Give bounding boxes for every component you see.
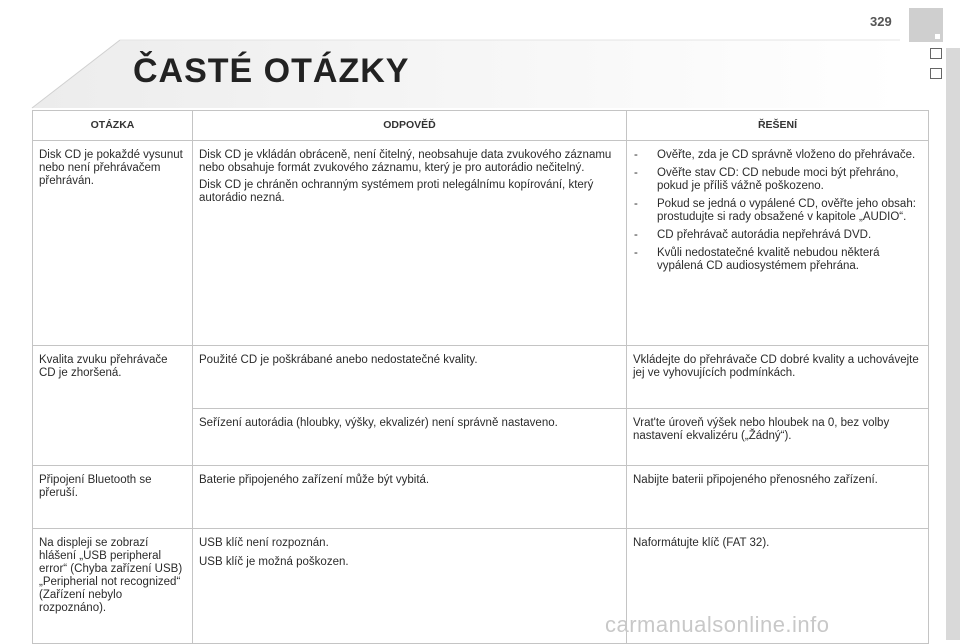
solution-item: - CD přehrávač autorádia nepřehrává DVD.	[633, 229, 922, 242]
solution-list	[633, 149, 922, 273]
answer-cell	[193, 409, 627, 466]
faq-table	[32, 110, 929, 644]
solution-cell: Vrat'te úroveň výšek nebo hloubek na 0, bez volby nastavení ekvalizéru („Žádný“).	[627, 409, 929, 466]
question-cell: Disk CD je pokaždé vysunut nebo není přehrávačem přehráván.	[33, 141, 193, 346]
solution-item: - Ověřte stav CD: CD nebude moci být přehráno, pokud je příliš vážně poškozeno.	[633, 167, 922, 193]
answer-text: USB klíč není rozpoznán.	[199, 537, 329, 549]
header-solution: ŘEŠENÍ	[627, 111, 929, 141]
answer-cell	[193, 141, 627, 346]
answer-cell	[193, 466, 627, 529]
table-row	[33, 466, 929, 529]
solution-item: - Ověřte, zda je CD správně vloženo do přehrávače.	[633, 149, 922, 162]
answer-text: Disk CD je chráněn ochranným systémem proti nelegálnímu kopírování, který autorádio nezná.	[199, 179, 594, 204]
solution-item: - Kvůli nedostatečné kvalitě nebudou některá vypálená CD audiosystémem přehrána.	[633, 247, 922, 273]
answer-cell	[193, 346, 627, 409]
question-cell: Na displeji se zobrazí hlášení „USB peripheral error“ (Chyba zařízení USB) „Peripherial not recognized“ (Zařízení nebylo rozpoznáno).	[33, 529, 193, 644]
table-row	[33, 141, 929, 346]
question-cell: Kvalita zvuku přehrávače CD je zhoršená.	[33, 346, 193, 466]
answer-text: Použité CD je poškrábané anebo nedostatečné kvality.	[199, 354, 478, 366]
answer-text: Disk CD je vkládán obráceně, není čitelný, neobsahuje data zvukového záznamu nebo obsahuje formát zvukového záznamu, který je pro autorádio nečitelný.	[199, 149, 612, 174]
header-answer: ODPOVĚĎ	[193, 111, 627, 141]
side-strip	[946, 48, 960, 640]
answer-text: USB klíč je možná poškozen.	[199, 556, 349, 568]
table-header-row	[33, 111, 929, 141]
watermark: carmanualsonline.info	[605, 612, 830, 637]
solution-cell	[627, 141, 929, 346]
solution-item: - Pokud se jedná o vypálené CD, ověřte jeho obsah: prostudujte si rady obsažené v kapitole „AUDIO“.	[633, 198, 922, 224]
solution-cell: Vkládejte do přehrávače CD dobré kvality a uchovávejte jej ve vyhovujících podmínkách.	[627, 346, 929, 409]
question-cell: Připojení Bluetooth se přeruší.	[33, 466, 193, 529]
answer-cell	[193, 529, 627, 644]
answer-text: Baterie připojeného zařízení může být vybitá.	[199, 474, 430, 486]
header-question: OTÁZKA	[33, 111, 193, 141]
answer-text: Seřízení autorádia (hloubky, výšky, ekvalizér) není správně nastaveno.	[199, 417, 558, 429]
solution-cell: Naformátujte klíč (FAT 32).	[627, 529, 929, 644]
table-row	[33, 346, 929, 409]
solution-cell: Nabijte baterii připojeného přenosného zařízení.	[627, 466, 929, 529]
page-number: 329	[870, 14, 892, 29]
page-title: ČASTÉ OTÁZKY	[133, 52, 410, 90]
